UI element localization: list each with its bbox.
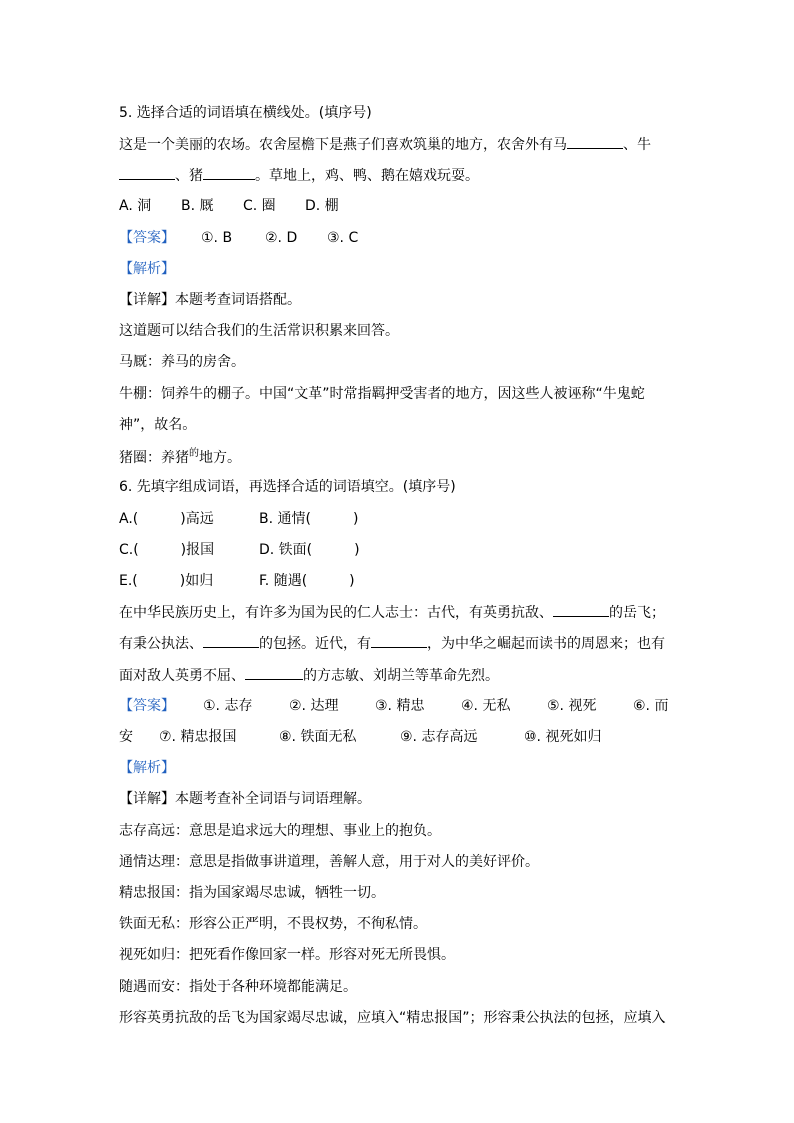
q6-line-6: 随遇而安：指处于各种环境都能满足。	[119, 979, 357, 995]
q6-answer-line2	[119, 727, 601, 747]
q6-answer-6: ⑥. 而	[633, 698, 669, 714]
q5-detail: 本题考查词语搭配。	[175, 292, 301, 308]
q6-option-c: C.( )报国	[119, 542, 215, 558]
blank-2	[119, 165, 175, 180]
q6-answer-6-cont: 安	[119, 729, 133, 745]
blank-4	[553, 602, 609, 617]
q6-answer-1: ①. 志存	[203, 698, 253, 714]
q6-line-3: 精忠报国：指为国家竭尽忠诚，牺牲一切。	[119, 885, 385, 901]
q6-analysis-tag: 【解析】	[119, 760, 175, 776]
q6-answer-tag: 【答案】	[119, 698, 175, 714]
q6-line-5: 视死如归：把死看作像回家一样。形容对死无所畏惧。	[119, 947, 455, 963]
q6-answer-4: ④. 无私	[461, 698, 511, 714]
q5-detail-tag: 【详解】	[119, 292, 175, 308]
q5-answer-tag: 【答案】	[119, 230, 175, 246]
q6-para3-b: 的方志敏、刘胡兰等革命先烈。	[303, 668, 499, 684]
q6-line-1: 志存高远：意思是追求远大的理想、事业上的抱负。	[119, 823, 441, 839]
q6-para1-a: 在中华民族历史上，有许多为国为民的仁人志士：古代，有英勇抗敌、	[119, 605, 553, 621]
q6-para2-a: 有秉公执法、	[119, 636, 203, 652]
q5-last-b: 地方。	[199, 450, 241, 466]
q5-text2-b: 。草地上，鸡、鸭、鹅在嬉戏玩耍。	[255, 168, 479, 184]
q5-line-2: 马厩：养马的房舍。	[119, 354, 245, 370]
q5-title: 5. 选择合适的词语填在横线处。(填序号)	[119, 105, 372, 121]
q5-option-c: C. 圈	[243, 198, 276, 214]
q6-answer-2: ②. 达理	[289, 698, 339, 714]
q5-last-a: 猪圈：养猪	[119, 450, 189, 466]
q6-title: 6. 先填字组成词语，再选择合适的词语填空。(填序号)	[119, 479, 456, 495]
q6-para-line1	[119, 602, 665, 623]
q6-answer-7: ⑦. 精忠报国	[159, 729, 237, 745]
blank-5	[203, 633, 259, 648]
q5-last-line	[119, 448, 241, 470]
q6-option-e: E.( )如归	[119, 573, 214, 589]
q6-answer-9: ⑨. 志存高远	[400, 729, 478, 745]
q5-answer-1: ①. B	[201, 230, 233, 246]
q5-text2-a: 、猪	[175, 168, 203, 184]
q5-text-line1	[119, 134, 651, 155]
q6-options-row-3	[119, 571, 355, 591]
q6-detail: 本题考查补全词语与词语理解。	[175, 791, 371, 807]
q5-option-b: B. 厩	[181, 198, 214, 214]
q6-options-row-1	[119, 509, 358, 529]
q5-options	[119, 196, 339, 216]
q6-para-line3	[119, 665, 499, 686]
q6-para2-c: ，为中华之崛起而读书的周恩来；也有	[427, 636, 665, 652]
q5-line-3: 牛棚：饲养牛的棚子。中国“文革”时常指羁押受害者的地方，因这些人被诬称“牛鬼蛇	[119, 386, 645, 402]
q5-answer-line	[119, 228, 358, 248]
q6-para-line2	[119, 633, 665, 654]
q5-answer-3: ③. C	[327, 230, 359, 246]
q6-detail-line	[119, 789, 371, 809]
q5-option-a: A. 洞	[119, 198, 152, 214]
q5-detail-line	[119, 290, 301, 310]
q5-text-line2	[119, 165, 479, 186]
q6-option-a: A.( )高远	[119, 511, 214, 527]
q5-line-4: 神”，故名。	[119, 417, 197, 433]
blank-6	[371, 633, 427, 648]
q5-text1-b: 、牛	[623, 137, 651, 153]
q6-line-7: 形容英勇抗敌的岳飞为国家竭尽忠诚，应填入“精忠报国”；形容秉公执法的包拯，应填入	[119, 1010, 666, 1026]
q6-answer-line1	[119, 696, 668, 716]
q6-option-f: F. 随遇( )	[259, 573, 355, 589]
q5-analysis-tag: 【解析】	[119, 261, 175, 277]
q5-line-1: 这道题可以结合我们的生活常识积累来回答。	[119, 323, 399, 339]
q6-answer-8: ⑧. 铁面无私	[279, 729, 357, 745]
blank-1	[567, 134, 623, 149]
q5-last-sup: 的	[189, 448, 199, 459]
q5-text1-a: 这是一个美丽的农场。农舍屋檐下是燕子们喜欢筑巢的地方，农舍外有马	[119, 137, 567, 153]
q6-options-row-2	[119, 540, 360, 560]
q6-para2-b: 的包拯。近代，有	[259, 636, 371, 652]
q6-line-2: 通情达理：意思是指做事讲道理，善解人意，用于对人的美好评价。	[119, 854, 539, 870]
q6-answer-10: ⑩. 视死如归	[524, 729, 602, 745]
q6-answer-3: ③. 精忠	[375, 698, 425, 714]
q6-line-4: 铁面无私：形容公正严明，不畏权势，不徇私情。	[119, 916, 427, 932]
blank-3	[203, 165, 255, 180]
q5-answer-2: ②. D	[265, 230, 298, 246]
q6-answer-5: ⑤. 视死	[547, 698, 597, 714]
q6-para3-a: 面对敌人英勇不屈、	[119, 668, 245, 684]
q5-option-d: D. 棚	[305, 198, 339, 214]
q6-para1-b: 的岳飞；	[609, 605, 665, 621]
blank-7	[245, 665, 303, 680]
q6-option-d: D. 铁面( )	[259, 542, 360, 558]
q6-option-b: B. 通情( )	[259, 511, 359, 527]
q6-detail-tag: 【详解】	[119, 791, 175, 807]
